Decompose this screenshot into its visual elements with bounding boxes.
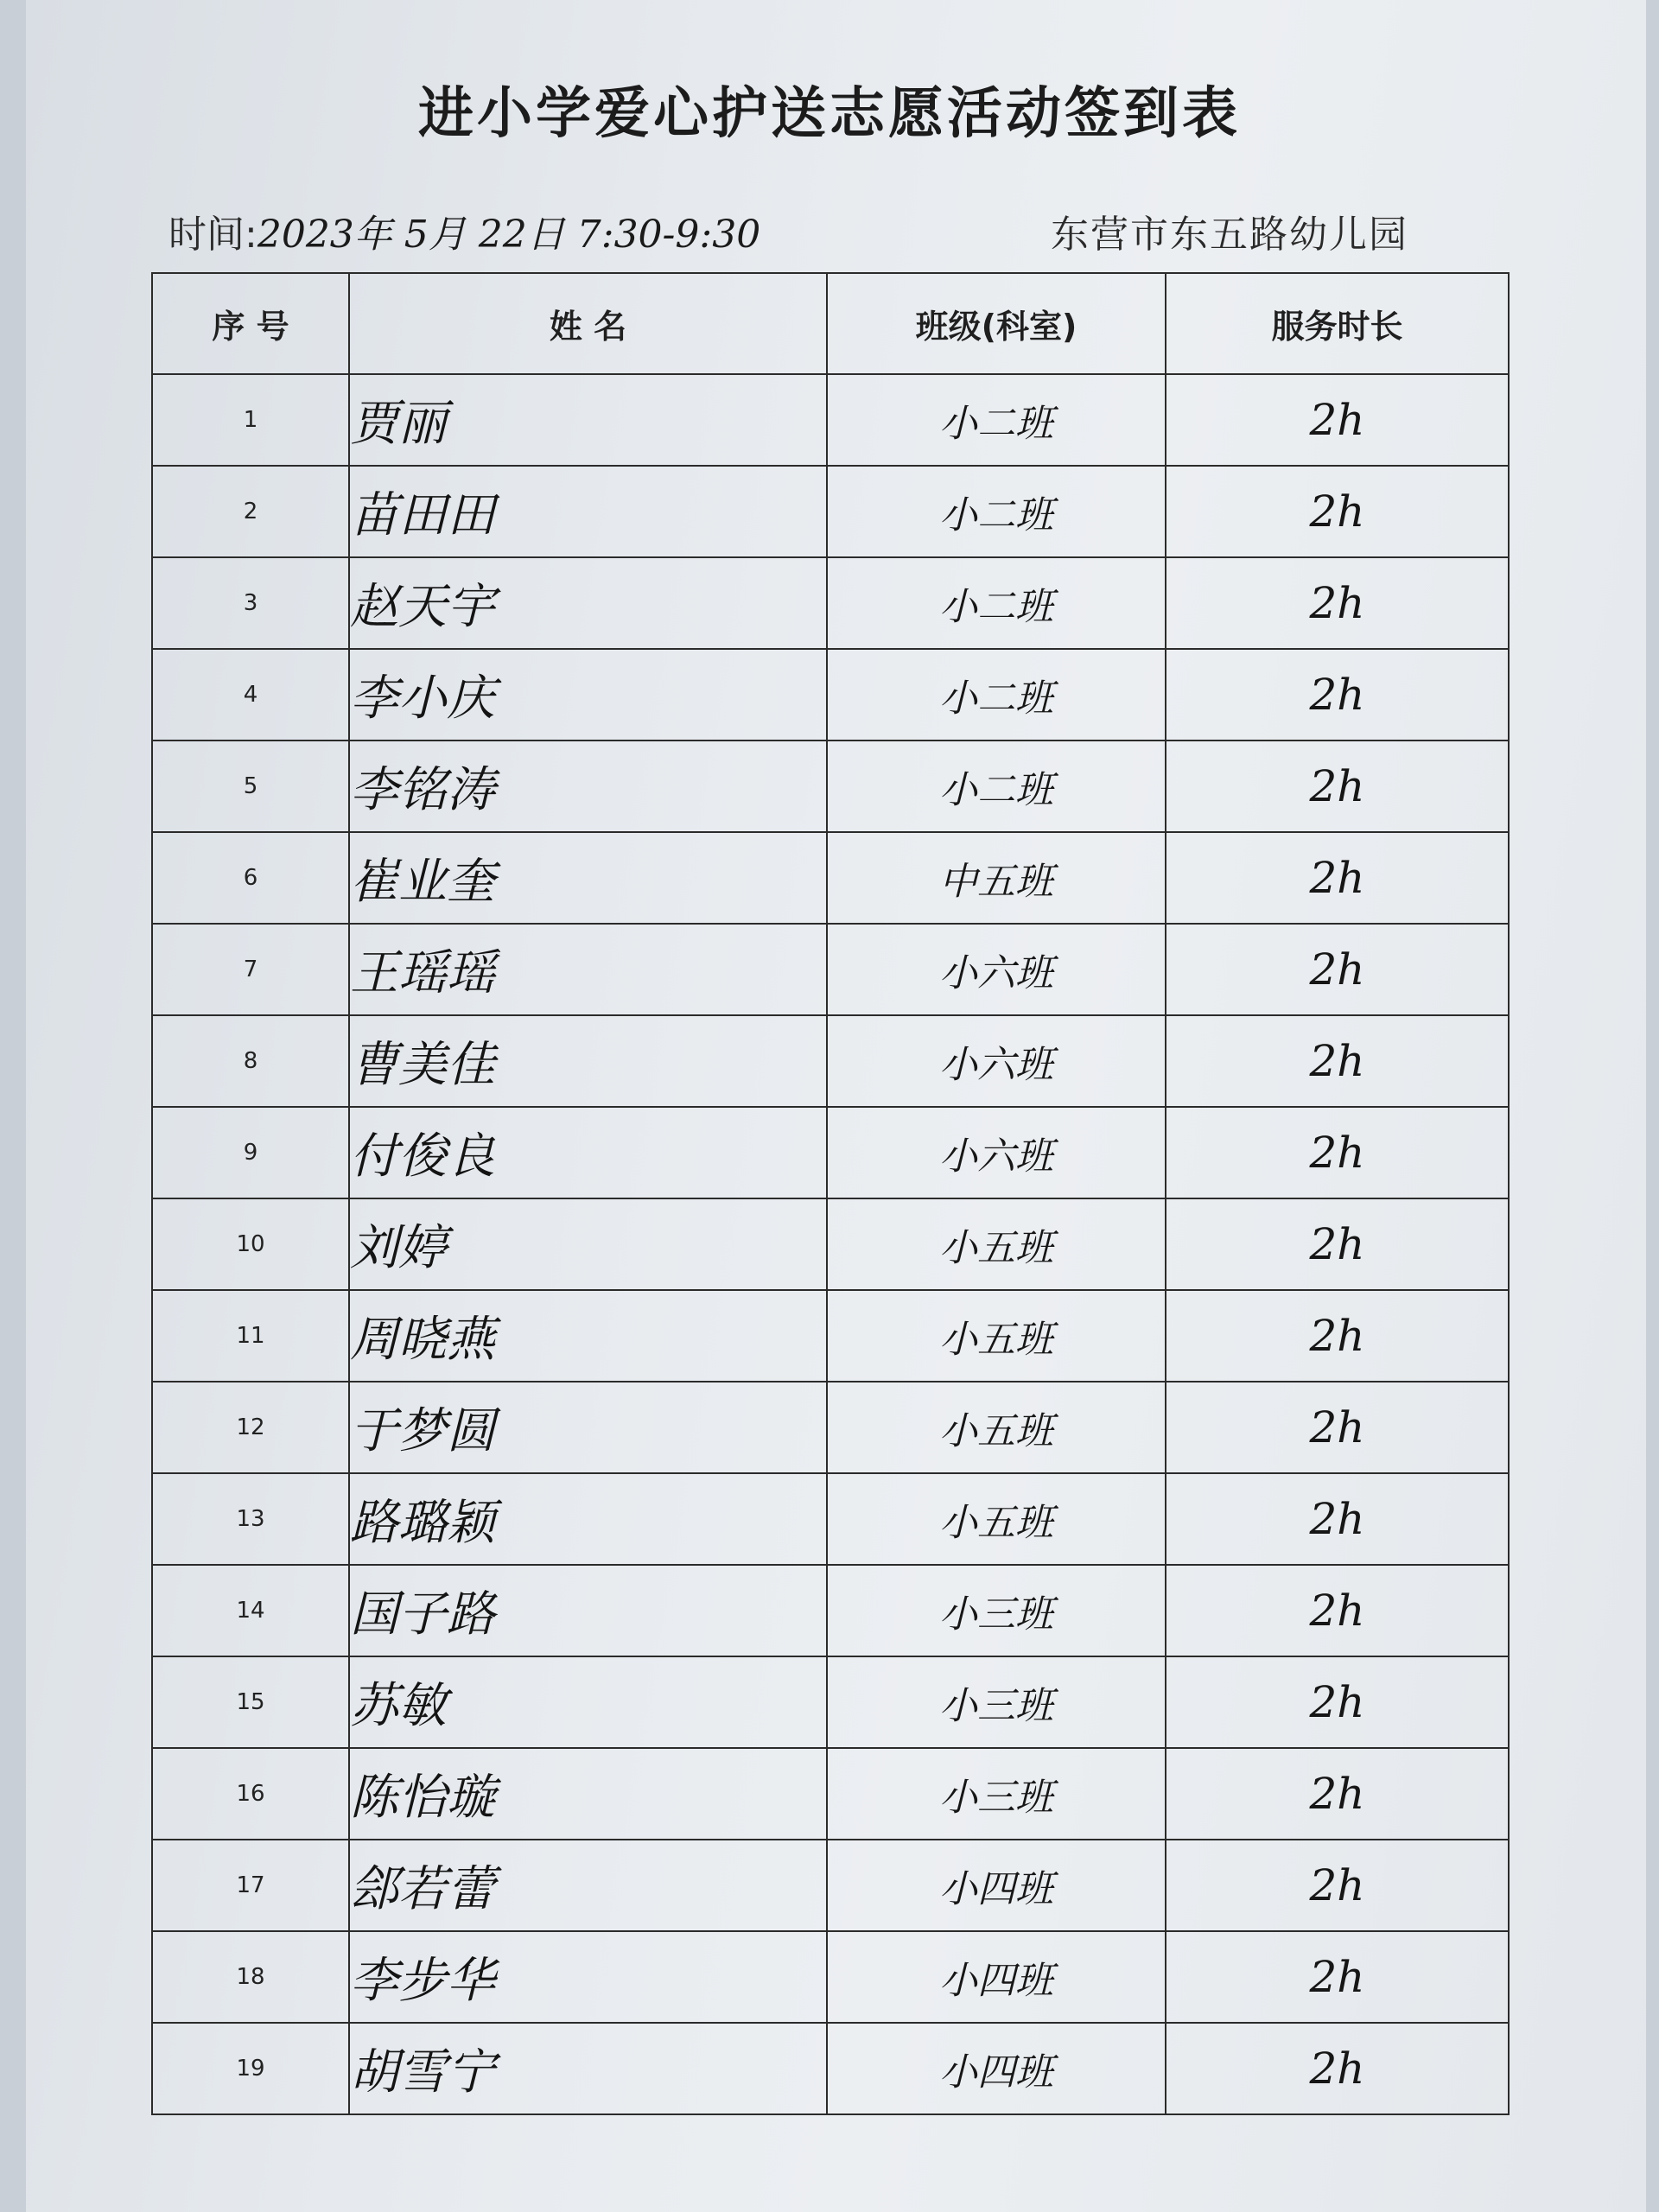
class-name: 小四班 <box>827 2023 1166 2114</box>
service-hours: 2h <box>1166 374 1509 466</box>
table-row <box>152 1565 1509 1656</box>
volunteer-name: 刘婷 <box>349 1198 827 1290</box>
table-row <box>152 741 1509 832</box>
volunteer-name: 路璐颖 <box>349 1473 827 1565</box>
service-hours: 2h <box>1166 1015 1509 1107</box>
class-name: 小五班 <box>827 1382 1166 1473</box>
sign-in-table <box>151 272 1510 2115</box>
row-number: 4 <box>152 649 349 741</box>
table-row <box>152 557 1509 649</box>
service-hours: 2h <box>1166 1656 1509 1748</box>
table-row <box>152 1107 1509 1198</box>
service-hours: 2h <box>1166 1840 1509 1931</box>
volunteer-name: 付俊良 <box>349 1107 827 1198</box>
service-hours: 2h <box>1166 1382 1509 1473</box>
class-name: 小六班 <box>827 1015 1166 1107</box>
volunteer-name: 国子路 <box>349 1565 827 1656</box>
table-row <box>152 1473 1509 1565</box>
class-name: 小二班 <box>827 741 1166 832</box>
class-name: 小五班 <box>827 1473 1166 1565</box>
organization-name: 东营市东五路幼儿园 <box>1051 213 1408 257</box>
time-value: 2023年 5月 22日 7:30-9:30 <box>257 213 761 257</box>
table-row <box>152 1015 1509 1107</box>
table-row <box>152 2023 1509 2114</box>
table-row <box>152 466 1509 557</box>
class-name: 小二班 <box>827 557 1166 649</box>
class-name: 小四班 <box>827 1840 1166 1931</box>
row-number: 6 <box>152 832 349 924</box>
volunteer-name: 赵天宇 <box>349 557 827 649</box>
class-name: 小五班 <box>827 1198 1166 1290</box>
class-name: 小六班 <box>827 1107 1166 1198</box>
row-number: 12 <box>152 1382 349 1473</box>
service-hours: 2h <box>1166 832 1509 924</box>
header-class: 班级(科室) <box>827 273 1166 374</box>
table-row <box>152 374 1509 466</box>
service-hours: 2h <box>1166 1565 1509 1656</box>
class-name: 小六班 <box>827 924 1166 1015</box>
volunteer-name: 苗田田 <box>349 466 827 557</box>
table-row <box>152 832 1509 924</box>
service-hours: 2h <box>1166 1931 1509 2023</box>
table-header-row <box>152 273 1509 374</box>
table-row <box>152 1840 1509 1931</box>
service-hours: 2h <box>1166 2023 1509 2114</box>
time-label: 时间: <box>168 213 257 257</box>
volunteer-name: 李小庆 <box>349 649 827 741</box>
table-row <box>152 1290 1509 1382</box>
row-number: 8 <box>152 1015 349 1107</box>
header-no: 序 号 <box>152 273 349 374</box>
class-name: 小二班 <box>827 649 1166 741</box>
row-number: 13 <box>152 1473 349 1565</box>
service-hours: 2h <box>1166 557 1509 649</box>
table-body <box>152 374 1509 2114</box>
class-name: 小二班 <box>827 374 1166 466</box>
class-name: 小三班 <box>827 1565 1166 1656</box>
row-number: 5 <box>152 741 349 832</box>
service-hours: 2h <box>1166 741 1509 832</box>
volunteer-name: 曹美佳 <box>349 1015 827 1107</box>
volunteer-name: 于梦圆 <box>349 1382 827 1473</box>
row-number: 19 <box>152 2023 349 2114</box>
service-hours: 2h <box>1166 1198 1509 1290</box>
service-hours: 2h <box>1166 466 1509 557</box>
class-name: 小二班 <box>827 466 1166 557</box>
volunteer-name: 胡雪宁 <box>349 2023 827 2114</box>
activity-time <box>168 203 760 258</box>
row-number: 3 <box>152 557 349 649</box>
service-hours: 2h <box>1166 1748 1509 1840</box>
table-row <box>152 1656 1509 1748</box>
class-name: 小四班 <box>827 1931 1166 2023</box>
service-hours: 2h <box>1166 649 1509 741</box>
volunteer-name: 李铭涛 <box>349 741 827 832</box>
service-hours: 2h <box>1166 924 1509 1015</box>
class-name: 小三班 <box>827 1656 1166 1748</box>
volunteer-name: 陈怡璇 <box>349 1748 827 1840</box>
volunteer-name: 周晓燕 <box>349 1290 827 1382</box>
row-number: 18 <box>152 1931 349 2023</box>
row-number: 2 <box>152 466 349 557</box>
table-row <box>152 1198 1509 1290</box>
page-title: 进小学爱心护送志愿活动签到表 <box>418 81 1241 146</box>
row-number: 16 <box>152 1748 349 1840</box>
volunteer-name: 李步华 <box>349 1931 827 2023</box>
table-row <box>152 1382 1509 1473</box>
class-name: 小三班 <box>827 1748 1166 1840</box>
row-number: 11 <box>152 1290 349 1382</box>
volunteer-name: 崔业奎 <box>349 832 827 924</box>
class-name: 小五班 <box>827 1290 1166 1382</box>
row-number: 10 <box>152 1198 349 1290</box>
table-row <box>152 649 1509 741</box>
table-row <box>152 1931 1509 2023</box>
row-number: 15 <box>152 1656 349 1748</box>
volunteer-name: 郐若蕾 <box>349 1840 827 1931</box>
row-number: 7 <box>152 924 349 1015</box>
row-number: 14 <box>152 1565 349 1656</box>
service-hours: 2h <box>1166 1473 1509 1565</box>
volunteer-name: 苏敏 <box>349 1656 827 1748</box>
table-row <box>152 924 1509 1015</box>
volunteer-name: 贾丽 <box>349 374 827 466</box>
volunteer-name: 王瑶瑶 <box>349 924 827 1015</box>
row-number: 9 <box>152 1107 349 1198</box>
class-name: 中五班 <box>827 832 1166 924</box>
service-hours: 2h <box>1166 1107 1509 1198</box>
row-number: 17 <box>152 1840 349 1931</box>
header-name: 姓 名 <box>349 273 827 374</box>
table-row <box>152 1748 1509 1840</box>
row-number: 1 <box>152 374 349 466</box>
header-hours: 服务时长 <box>1166 273 1509 374</box>
service-hours: 2h <box>1166 1290 1509 1382</box>
